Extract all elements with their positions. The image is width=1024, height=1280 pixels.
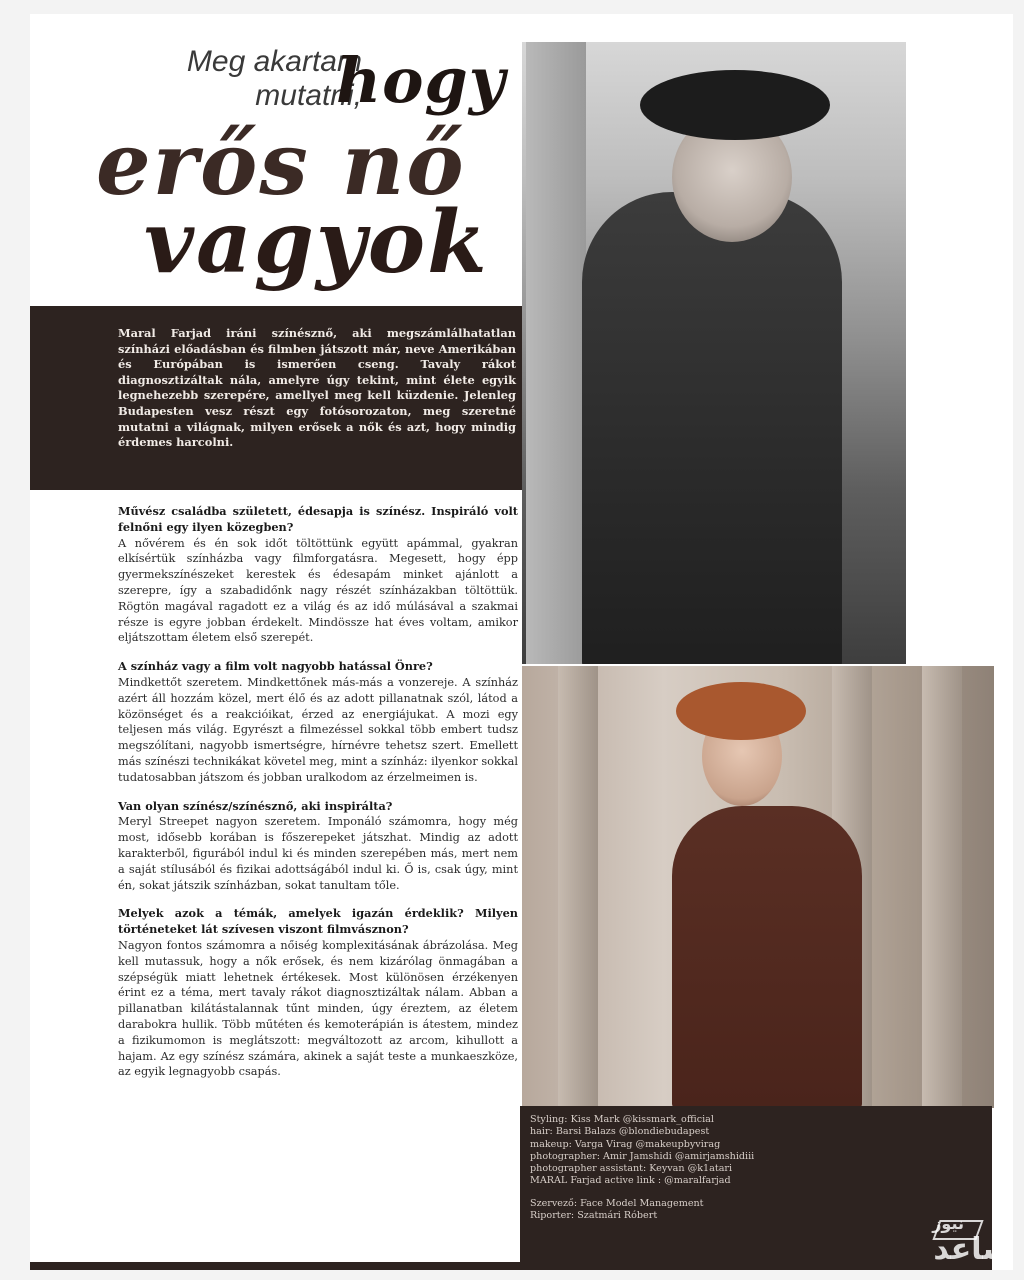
photo-pillar — [526, 42, 586, 664]
credit-organizer: Szervező: Face Model Management — [530, 1197, 704, 1209]
credit-hair: hair: Barsi Balazs @blondiebudapest — [530, 1126, 710, 1138]
photo-figure-coat — [672, 806, 862, 1108]
interview-body — [118, 504, 518, 1093]
question-1: Művész családba született, édesapja is színész. Inspiráló volt felnőni egy ilyen közegben? — [118, 504, 518, 534]
credit-photographer: photographer: Amir Jamshidi @amirjamshidiii — [530, 1150, 755, 1162]
answer-1: A nővérem és én sok időt töltöttünk együtt apámmal, gyakran elkísértük színházba vagy filmforgatásra. Megesett, hogy épp gyermekszínészeket kerestek és édesapám minket ajánlott a szerepre, így a szabadidőnk nagy részét színházakban töltöttük. Rögtön magával ragadott ez a világ és az idő múlásával a szakmai része is egyre jobban érdekelt. Mindössze hat éves voltam, amikor eljátszottam életem első szerepét. — [118, 536, 518, 645]
credit-active-link: MARAL Farjad active link : @maralfarjad — [530, 1175, 731, 1187]
watermark-line1: نیوز — [932, 1214, 964, 1233]
answer-4: Nagyon fontos számomra a nőiség komplexitásának ábrázolása. Meg kell mutassuk, hogy a nők erősek, és nem kizárólag önmagában a szépségük miatt lehetnek értékesek. Most különösen érzékenyen érint ez a téma, mert tavaly rákot diagnosztizáltak nálam. Abban a pillanatban kilátástalannak tűnt minden, úgy éreztem, az életem darabokra hullik. Több műtéten és kemoterápián is átestem, mindez a fizikumomon is meglátszott: megváltozott az arcom, kihullott a hajam. Az egy színész számára, akinek a saját teste a munkaeszköze, az egyik legnagyobb csapás. — [118, 938, 518, 1079]
photo-figure-hat — [640, 70, 830, 140]
credit-reporter: Riporter: Szatmári Róbert — [530, 1210, 658, 1222]
photo-figure-hat — [676, 682, 806, 740]
question-4: Melyek azok a témák, amelyek igazán érdeklik? Milyen történeteket lát szívesen viszont filmvásznon? — [118, 906, 518, 937]
credit-styling: Styling: Kiss Mark @kissmark_official — [530, 1114, 714, 1125]
site-watermark-logo — [870, 1214, 1020, 1274]
watermark-line2: ساعد — [933, 1232, 1012, 1267]
question-3: Van olyan színész/színésznő, aki inspirálta? — [118, 798, 393, 813]
photo-column — [558, 666, 598, 1108]
credit-photographer-assistant: photographer assistant: Keyvan @k1atari — [530, 1163, 733, 1175]
portrait-photo-color — [522, 666, 994, 1108]
headline-line3: vagyok — [144, 192, 489, 293]
headline-kicker-line2: mutatni, — [255, 79, 362, 112]
answer-3: Meryl Streepet nagyon szeretem. Imponáló számomra, hogy még most, idősebb korában is főszerepeket játszhat. Mindig az adott karakterből, figurából indul ki és minden szerepében más, mert nem a saját stílusából és fizikai adottságából indul ki. Ő is, csak úgy, mint én, sokat játszik színházban, sokat tanultam tőle. — [118, 815, 518, 892]
photo-figure-coat — [582, 192, 842, 664]
portrait-photo-black-white — [522, 42, 906, 664]
credit-makeup: makeup: Varga Virag @makeupbyvirag — [530, 1138, 721, 1150]
headline-hogy: hogy — [336, 44, 506, 117]
headline-line2: erős nő — [96, 114, 466, 215]
intro-text: Maral Farjad iráni színésznő, aki megszámlálhatatlan színházi előadásban és filmben játszott már, neve Amerikában és Európában is ismerően cseng. Tavaly rákot diagnosztizáltak nála, amelyre úgy tekint, mint élete egyik legnehezebb szerepére, amellyel meg kell küzdenie. Jelenleg Budapesten vesz részt egy fotósorozaton, meg szeretné mutatni a világnak, milyen erősek a nők és azt, hogy mindig érdemes harcolni. — [118, 326, 516, 450]
credits-lines — [530, 1114, 830, 1222]
headline-kicker-line1: Meg akartam — [186, 45, 362, 78]
answer-2: Mindkettőt szeretem. Mindkettőnek más-más a vonzereje. A színház azért áll hozzám közel, mert élő és az adott pillanatnak szól, látod a közönséget és a reakcióikat, érzed az energiájukat. A mozi egy teljesen más világ. Egyrészt a filmezéssel sokkal több embert tudsz megszólítani, nagyobb ismertségre, hírnévre tehetsz szert. Emellett más színészi technikákat követel meg, mint a színház: ilyenkor sokkal tudatosabban játszom és jobban uralkodom az érzelmeimen is. — [118, 675, 518, 784]
magazine-page — [30, 14, 1013, 1270]
bottom-band — [30, 1262, 992, 1270]
intro-box — [30, 306, 522, 490]
photo-column — [922, 666, 962, 1108]
question-2: A színház vagy a film volt nagyobb hatással Önre? — [118, 659, 433, 674]
